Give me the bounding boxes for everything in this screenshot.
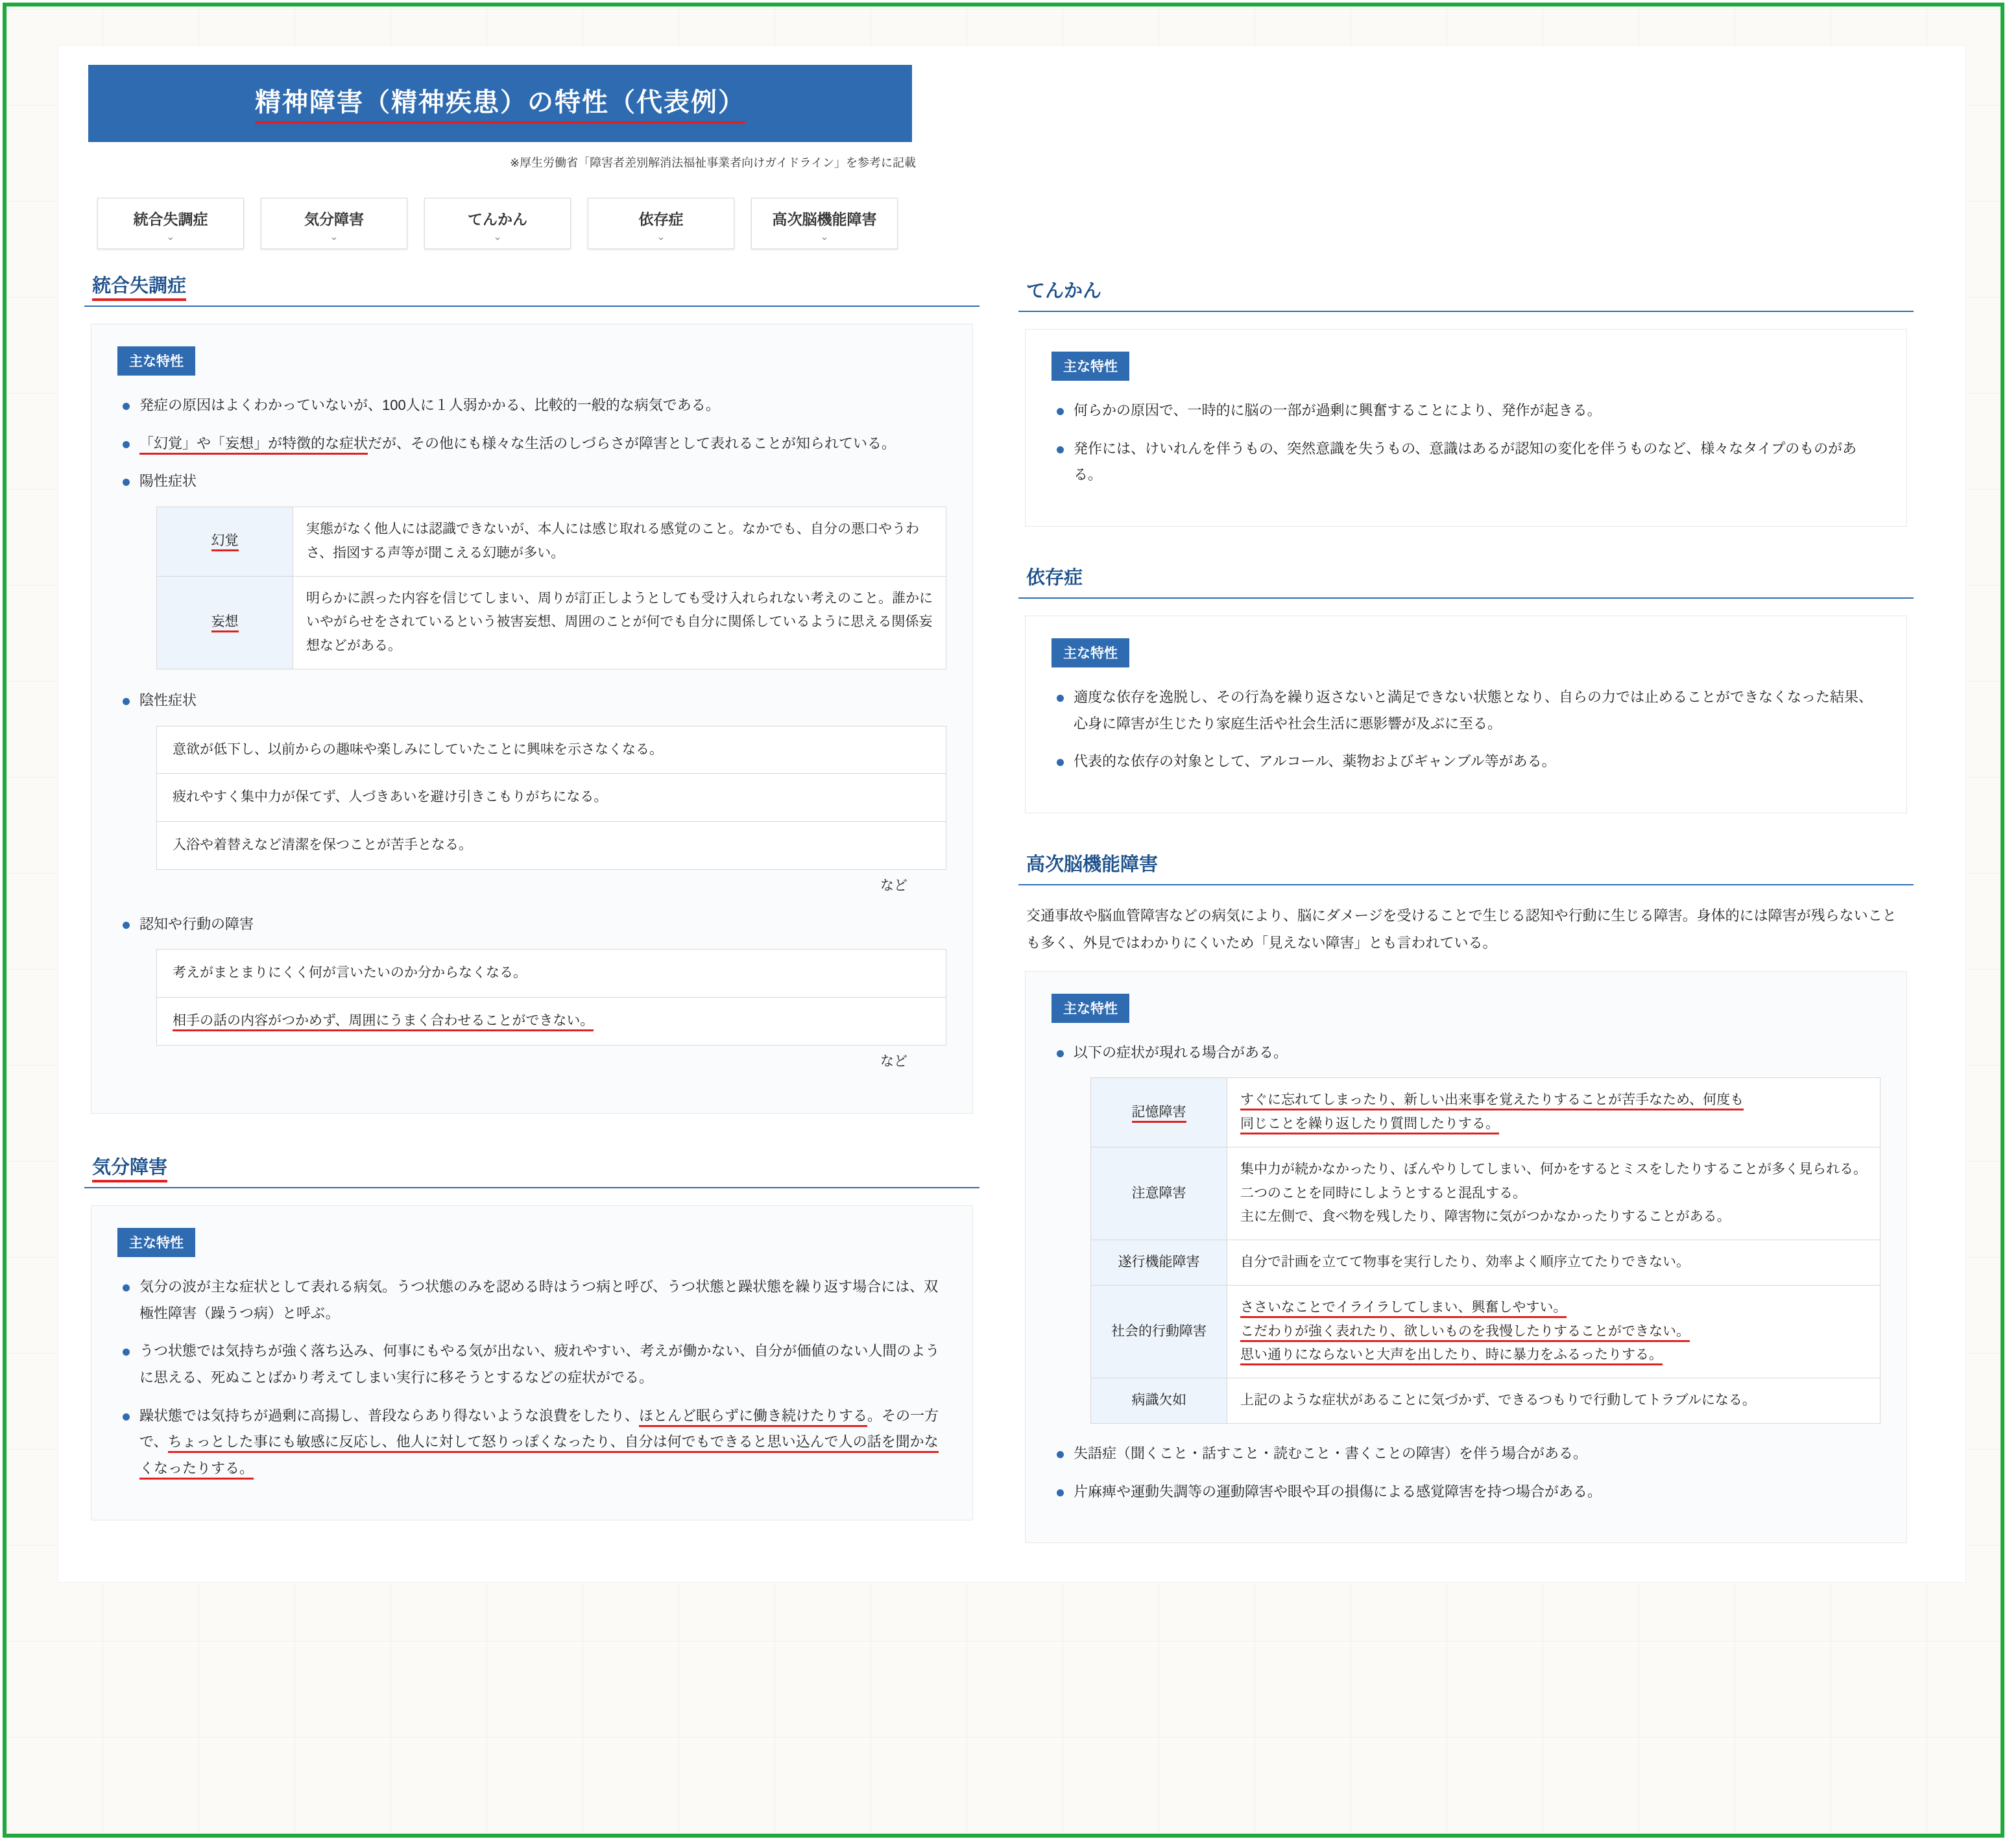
list-item: うつ状態では気持ちが強く落ち込み、何事にもやる気が出ない、疲れやすい、考えが働かない、自分が価値のない人間のように思える、死ぬことばかり考えてしまい実行に移そうとするなどの症状がでる。	[117, 1338, 946, 1391]
cognition-table	[156, 949, 946, 1046]
chip-addiction[interactable]	[588, 198, 734, 249]
list-item: 発症の原因はよくわかっていないが、100人に１人弱かかる、比較的一般的な病気である。	[117, 392, 946, 419]
chip-label: 統合失調症	[133, 211, 208, 228]
row-text: 考えがまとまりにくく何が言いたいのか分からなくなる。	[157, 950, 946, 998]
list-item: 躁状態では気持ちが過剰に高揚し、普段ならあり得ないような浪費をしたり、ほとんど眠らずに働き続けたりする。その一方で、ちょっとした事にも敏感に反応し、他人に対して怒りっぽくなったり、自分は何でもできると思い込んで人の話を聞かなくなったりする。	[117, 1403, 946, 1482]
chip-label: てんかん	[468, 211, 527, 228]
status-badge: 主な特性	[1052, 994, 1129, 1023]
table-row	[157, 507, 946, 577]
list-item: 何らかの原因で、一時的に脳の一部が過剰に興奮することにより、発作が起きる。	[1052, 398, 1881, 424]
addiction-bullets	[1052, 684, 1881, 775]
section-heading-text: てんかん	[1026, 281, 1102, 302]
page-title-text: 精神障害（精神疾患）の特性（代表例）	[255, 82, 745, 124]
left-column	[84, 271, 979, 1520]
list-item: 「幻覚」や「妄想」が特徴的な症状だが、その他にも様々な生活のしづらさが障害として表れることが知られている。	[117, 431, 946, 457]
row-text: 上記のような症状があることに気づかず、できるつもりで行動してトラブルになる。	[1227, 1378, 1881, 1424]
section-brain-heading	[1018, 850, 1914, 885]
row-text: 実態がなく他人には認識できないが、本人には感じ取れる感覚のこと。なかでも、自分の悪口やうわさ、指図する声等が聞こえる幻聴が多い。	[293, 507, 946, 577]
section-mood-card	[91, 1205, 973, 1520]
status-badge: 主な特性	[1052, 638, 1129, 667]
section-schizophrenia-heading	[84, 271, 979, 307]
table-row	[157, 822, 946, 870]
row-text: 意欲が低下し、以前からの趣味や楽しみにしていたことに興味を示さなくなる。	[157, 726, 946, 774]
table-row	[1091, 1147, 1881, 1240]
list-item: 気分の波が主な症状として表れる病気。うつ状態のみを認める時はうつ病と呼び、うつ状態と躁状態を繰り返す場合には、双極性障害（躁うつ病）と呼ぶ。	[117, 1274, 946, 1326]
row-text: 集中力が続かなかったり、ぼんやりしてしまい、何かをするとミスをしたりすることが多く見られる。 二つのことを同時にしようとすると混乱する。 主に左側で、食べ物を残したり、障害物に気がつかなかったりすることがある。	[1227, 1147, 1881, 1240]
epilepsy-bullets	[1052, 398, 1881, 488]
chevron-down-icon: ⌄	[166, 232, 175, 243]
row-key: 妄想	[157, 576, 293, 669]
row-key: 病識欠如	[1091, 1378, 1227, 1424]
negative-symptoms-label: 陰性症状	[117, 688, 946, 714]
list-item: 以下の症状が現れる場合がある。	[1052, 1040, 1881, 1066]
row-text: すぐに忘れてしまったり、新しい出来事を覚えたりすることが苦手なため、何度も 同じことを繰り返したり質問したりする。	[1227, 1078, 1881, 1147]
schizophrenia-bullets	[117, 392, 946, 495]
chip-mood-disorder[interactable]	[261, 198, 407, 249]
source-note: ※厚生労働省「障害者差別解消法福祉事業者向けガイドライン」を参考に記載	[510, 156, 916, 169]
positive-symptoms-label: 陽性症状	[117, 468, 946, 495]
table-row	[1091, 1285, 1881, 1378]
row-key: 幻覚	[157, 507, 293, 577]
row-text: 疲れやすく集中力が保てず、人づきあいを避け引きこもりがちになる。	[157, 774, 946, 822]
section-heading-text: 気分障害	[92, 1157, 167, 1182]
list-item: 片麻痺や運動失調等の運動障害や眼や耳の損傷による感覚障害を持つ場合がある。	[1052, 1479, 1881, 1506]
table-row	[1091, 1078, 1881, 1147]
table-row	[157, 950, 946, 998]
section-epilepsy-card	[1025, 329, 1907, 527]
page	[6, 6, 2001, 1634]
row-text: 相手の話の内容がつかめず、周囲にうまく合わせることができない。	[157, 998, 946, 1046]
brain-intro-text: 交通事故や脳血管障害などの病気により、脳にダメージを受けることで生じる認知や行動に生じる障害。身体的には障害が残らないことも多く、外見ではわかりにくいため「見えない障害」とも言われている。	[1026, 907, 1897, 951]
status-badge: 主な特性	[117, 346, 195, 376]
section-heading-text: 統合失調症	[92, 276, 186, 301]
cognition-group	[117, 911, 946, 938]
table-row	[157, 774, 946, 822]
row-text: ささいなことでイライラしてしまい、興奮しやすい。 こだわりが強く表れたり、欲しいものを我慢したりすることができない。 思い通りにならないと大声を出したり、時に暴力をふるったりする。	[1227, 1285, 1881, 1378]
brain-tail-bullets	[1052, 1441, 1881, 1505]
list-item: 発作には、けいれんを伴うもの、突然意識を失うもの、意識はあるが認知の変化を伴うものなど、様々なタイプのものがある。	[1052, 436, 1881, 488]
list-item: 失語症（聞くこと・話すこと・読むこと・書くことの障害）を伴う場合がある。	[1052, 1441, 1881, 1467]
row-text: 入浴や着替えなど清潔を保つことが苦手となる。	[157, 822, 946, 870]
status-badge: 主な特性	[1052, 352, 1129, 381]
chip-brain-dysfunction[interactable]	[751, 198, 898, 249]
section-epilepsy-heading	[1018, 276, 1914, 312]
chip-epilepsy[interactable]	[424, 198, 571, 249]
section-addiction-card	[1025, 616, 1907, 813]
page-title	[88, 65, 912, 142]
negative-symptoms-group	[117, 688, 946, 714]
section-heading-text: 依存症	[1026, 568, 1083, 589]
brain-lead	[1052, 1040, 1881, 1066]
mood-bullets	[117, 1274, 946, 1482]
table-row	[157, 726, 946, 774]
list-item: 代表的な依存の対象として、アルコール、薬物およびギャンブル等がある。	[1052, 749, 1881, 775]
page-frame	[3, 3, 2004, 1838]
document-sheet	[58, 45, 1965, 1582]
section-mood-heading	[84, 1153, 979, 1188]
row-text: 明らかに誤った内容を信じてしまい、周りが訂正しようとしても受け入れられない考えのこと。誰かにいやがらせをされているという被害妄想、周囲のことが何でも自分に関係しているように思える関係妄想などがある。	[293, 576, 946, 669]
brain-symptoms-table	[1090, 1077, 1881, 1424]
positive-symptoms-table	[156, 507, 946, 669]
chip-label: 高次脳機能障害	[772, 211, 877, 228]
content-columns	[84, 271, 1940, 1543]
row-key: 注意障害	[1091, 1147, 1227, 1240]
section-schizophrenia-card	[91, 324, 973, 1114]
table-row	[157, 998, 946, 1046]
row-key: 記憶障害	[1091, 1078, 1227, 1147]
table-row	[1091, 1240, 1881, 1286]
row-key: 遂行機能障害	[1091, 1240, 1227, 1286]
chip-label: 気分障害	[304, 211, 364, 228]
section-brain-card	[1025, 971, 1907, 1544]
table-row	[157, 576, 946, 669]
section-addiction-heading	[1018, 563, 1914, 599]
section-heading-text: 高次脳機能障害	[1026, 854, 1159, 876]
right-column	[1018, 271, 1914, 1543]
chevron-down-icon: ⌄	[493, 232, 502, 243]
etc-label: など	[880, 878, 907, 893]
row-text: 自分で計画を立てて物事を実行したり、効率よく順序立てたりできない。	[1227, 1240, 1881, 1286]
table-row	[1091, 1378, 1881, 1424]
chevron-down-icon: ⌄	[820, 232, 829, 243]
chip-schizophrenia[interactable]	[97, 198, 244, 249]
chip-label: 依存症	[638, 211, 684, 228]
category-chips	[97, 198, 1940, 249]
chevron-down-icon: ⌄	[330, 232, 339, 243]
cognition-label: 認知や行動の障害	[117, 911, 946, 938]
chevron-down-icon: ⌄	[656, 232, 666, 243]
list-item: 適度な依存を逸脱し、その行為を繰り返さないと満足できない状態となり、自らの力では止めることができなくなった結果、心身に障害が生じたり家庭生活や社会生活に悪影響が及ぶに至る。	[1052, 684, 1881, 737]
etc-label: など	[880, 1053, 907, 1069]
negative-symptoms-table	[156, 726, 946, 870]
status-badge: 主な特性	[117, 1228, 195, 1257]
row-key: 社会的行動障害	[1091, 1285, 1227, 1378]
